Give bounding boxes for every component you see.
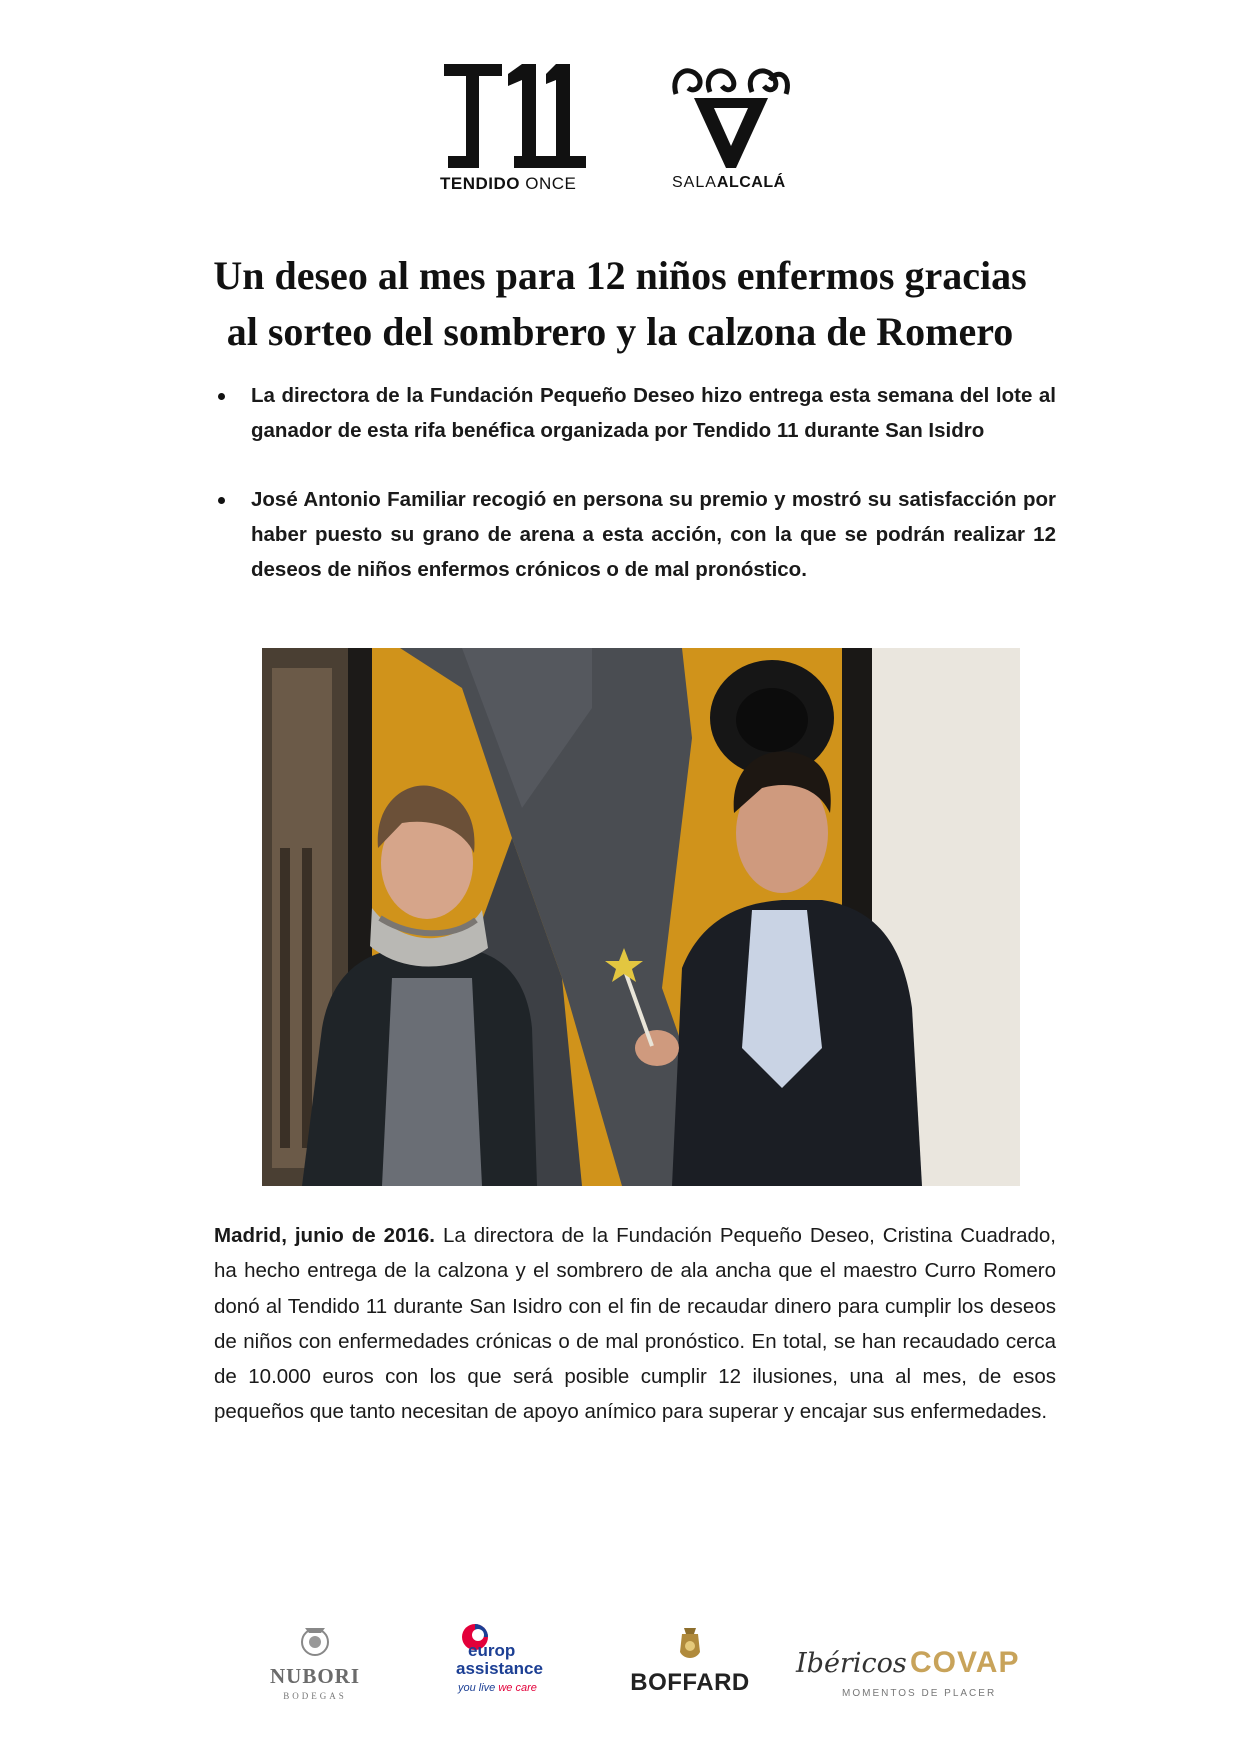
covap-name: COVAP bbox=[910, 1646, 1020, 1679]
bullet-dot-icon bbox=[218, 393, 225, 400]
covap-sub: MOMENTOS DE PLACER bbox=[842, 1688, 997, 1699]
header-logos bbox=[0, 62, 1240, 202]
title-line-2: al sorteo del sombrero y la calzona de Romero bbox=[226, 309, 1014, 354]
sala-alcala-logo-text: SALAALCALÁ bbox=[672, 174, 786, 191]
europ-tagline: you live we care bbox=[458, 1682, 537, 1694]
bullet-text: La directora de la Fundación Pequeño Deseo hizo entrega esta semana del lote al ganador de esta rifa benéfica organizada por Tendido 11 durante San Isidro bbox=[251, 384, 1056, 442]
title-line-1: Un deseo al mes para 12 niños enfermos gracias bbox=[213, 253, 1027, 298]
tendido-once-logo bbox=[440, 62, 590, 202]
page-title bbox=[150, 248, 1090, 360]
boffard-name: BOFFARD bbox=[630, 1669, 750, 1696]
nubori-logo bbox=[244, 1622, 386, 1712]
t11-logo-text: TENDIDO ONCE bbox=[440, 174, 577, 193]
bullet-text: José Antonio Familiar recogió en persona su premio y mostró su satisfacción por haber puesto su grano de arena a esta acción, con la que se podrán realizar 12 deseos de niños enfermos crónicos o de mal pronóstico. bbox=[251, 488, 1056, 581]
bullet-item bbox=[214, 482, 1056, 587]
covap-iber: Ibéricos bbox=[796, 1648, 907, 1679]
photo-illustration bbox=[262, 648, 1020, 1186]
bullet-item bbox=[214, 378, 1056, 448]
sala-alcala-logo bbox=[668, 62, 798, 202]
europ-name: europ assistance bbox=[456, 1641, 543, 1678]
dateline: Madrid, junio de 2016. bbox=[214, 1224, 435, 1247]
nubori-name: NUBORI bbox=[269, 1664, 360, 1688]
boffard-crest-icon bbox=[674, 1628, 706, 1662]
europ-assistance-logo bbox=[456, 1622, 546, 1712]
sponsor-logos bbox=[0, 1622, 1240, 1712]
event-photo bbox=[262, 648, 1020, 1186]
sala-alcala-logo-mark bbox=[670, 64, 792, 172]
bullet-dot-icon bbox=[218, 497, 225, 504]
nubori-sub: BODEGAS bbox=[283, 1691, 347, 1701]
summary-bullets bbox=[214, 378, 1056, 587]
t11-logo-mark bbox=[444, 64, 586, 172]
nubori-crest-icon bbox=[299, 1626, 331, 1660]
covap-logo bbox=[796, 1622, 1020, 1712]
body-paragraph bbox=[214, 1218, 1056, 1430]
body-text: La directora de la Fundación Pequeño Deseo, Cristina Cuadrado, ha hecho entrega de la calzona y el sombrero de ala ancha que el maestro Curro Romero donó al Tendido 11 durante San Isidro con el fin de recaudar dinero para cumplir los deseos de niños con enfermedades crónicas o de mal pronóstico. En total, se han recaudado cerca de 10.000 euros con los que será posible cumplir 12 ilusiones, una al mes, de esos pequeños que tanto necesitan de apoyo anímico para superar y encajar sus enfermedades. bbox=[214, 1224, 1056, 1424]
boffard-logo bbox=[630, 1622, 750, 1712]
